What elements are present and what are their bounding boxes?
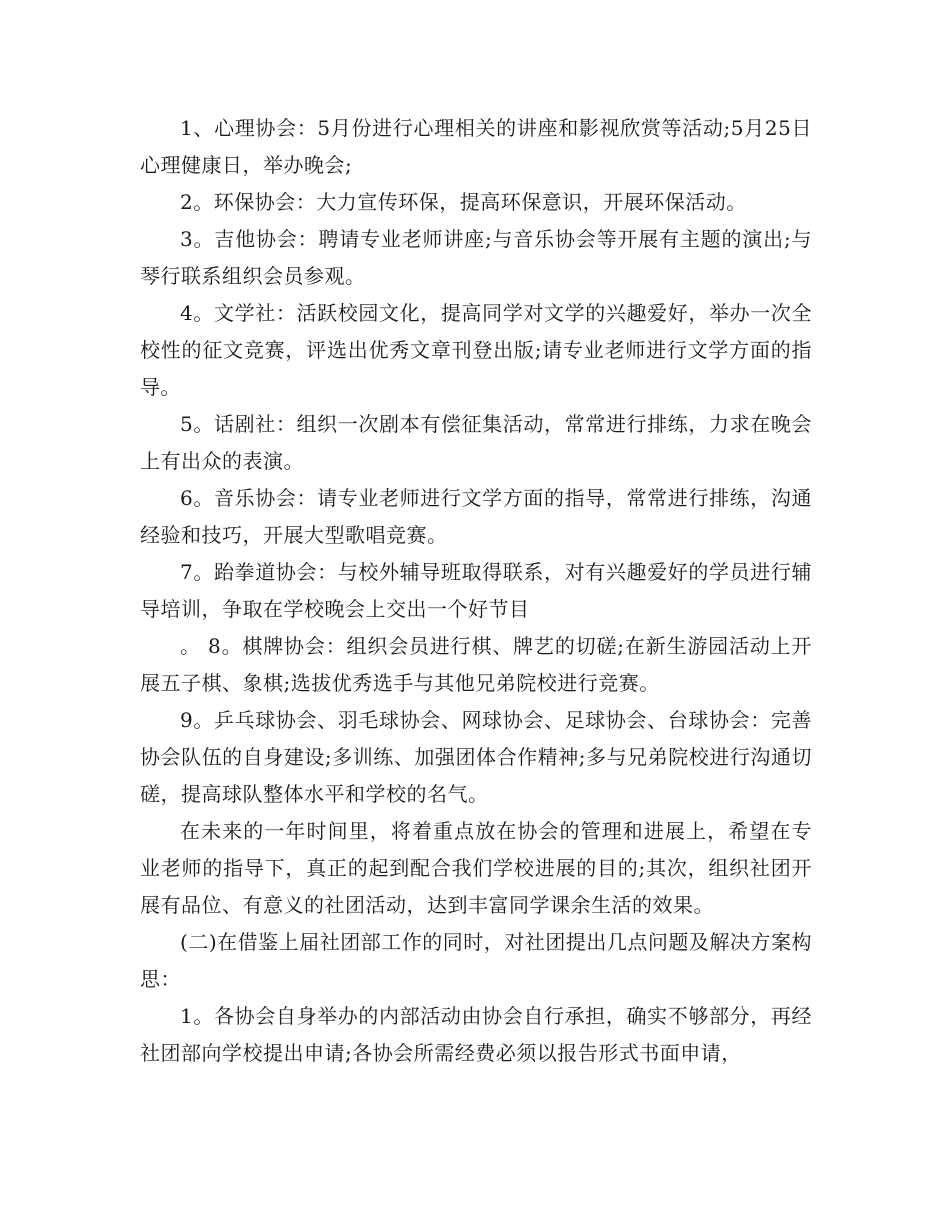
paragraph-chess-card-association: 。 8。棋牌协会：组织会员进行棋、牌艺的切磋;在新生游园活动上开展五子棋、象棋;选拔优秀选手与其他兄弟院校进行竞赛。 xyxy=(140,634,812,695)
paragraph-taekwondo-association: 7。跆拳道协会：与校外辅导班取得联系，对有兴趣爱好的学员进行辅导培训，争取在学校晚会上交出一个好节目 xyxy=(140,560,812,621)
paragraph-psychology-association: 1、心理协会：5月份进行心理相关的讲座和影视欣赏等活动;5月25日心理健康日，举办晚会; xyxy=(140,116,812,177)
paragraph-ball-sports-associations: 9。乒乓球协会、羽毛球协会、网球协会、足球协会、台球协会：完善协会队伍的自身建设;多训练、加强团体合作精神;多与兄弟院校进行沟通切磋，提高球队整体水平和学校的名气。 xyxy=(140,708,812,806)
paragraph-section-two-heading: (二)在借鉴上届社团部工作的同时，对社团提出几点问题及解决方案构思： xyxy=(140,930,812,991)
paragraph-music-association: 6。音乐协会：请专业老师进行文学方面的指导，常常进行排练，沟通经验和技巧，开展大型歌唱竞赛。 xyxy=(140,486,812,547)
paragraph-future-plan: 在未来的一年时间里，将着重点放在协会的管理和进展上，希望在专业老师的指导下，真正的起到配合我们学校进展的目的;其次，组织社团开展有品位、有意义的社团活动，达到丰富同学课余生活的效果。 xyxy=(140,819,812,917)
paragraph-guitar-association: 3。吉他协会：聘请专业老师讲座;与音乐协会等开展有主题的演出;与琴行联系组织会员参观。 xyxy=(140,227,812,288)
paragraph-literature-club: 4。文学社：活跃校园文化，提高同学对文学的兴趣爱好，举办一次全校性的征文竞赛，评选出优秀文章刊登出版;请专业老师进行文学方面的指导。 xyxy=(140,301,812,399)
document-body xyxy=(140,110,812,1072)
paragraph-drama-club: 5。话剧社：组织一次剧本有偿征集活动，常常进行排练，力求在晚会上有出众的表演。 xyxy=(140,412,812,473)
paragraph-environmental-association: 2。环保协会：大力宣传环保，提高环保意识，开展环保活动。 xyxy=(180,190,747,214)
paragraph-funding-rule: 1。各协会自身举办的内部活动由协会自行承担，确实不够部分，再经社团部向学校提出申请;各协会所需经费必须以报告形式书面申请， xyxy=(140,1004,812,1065)
